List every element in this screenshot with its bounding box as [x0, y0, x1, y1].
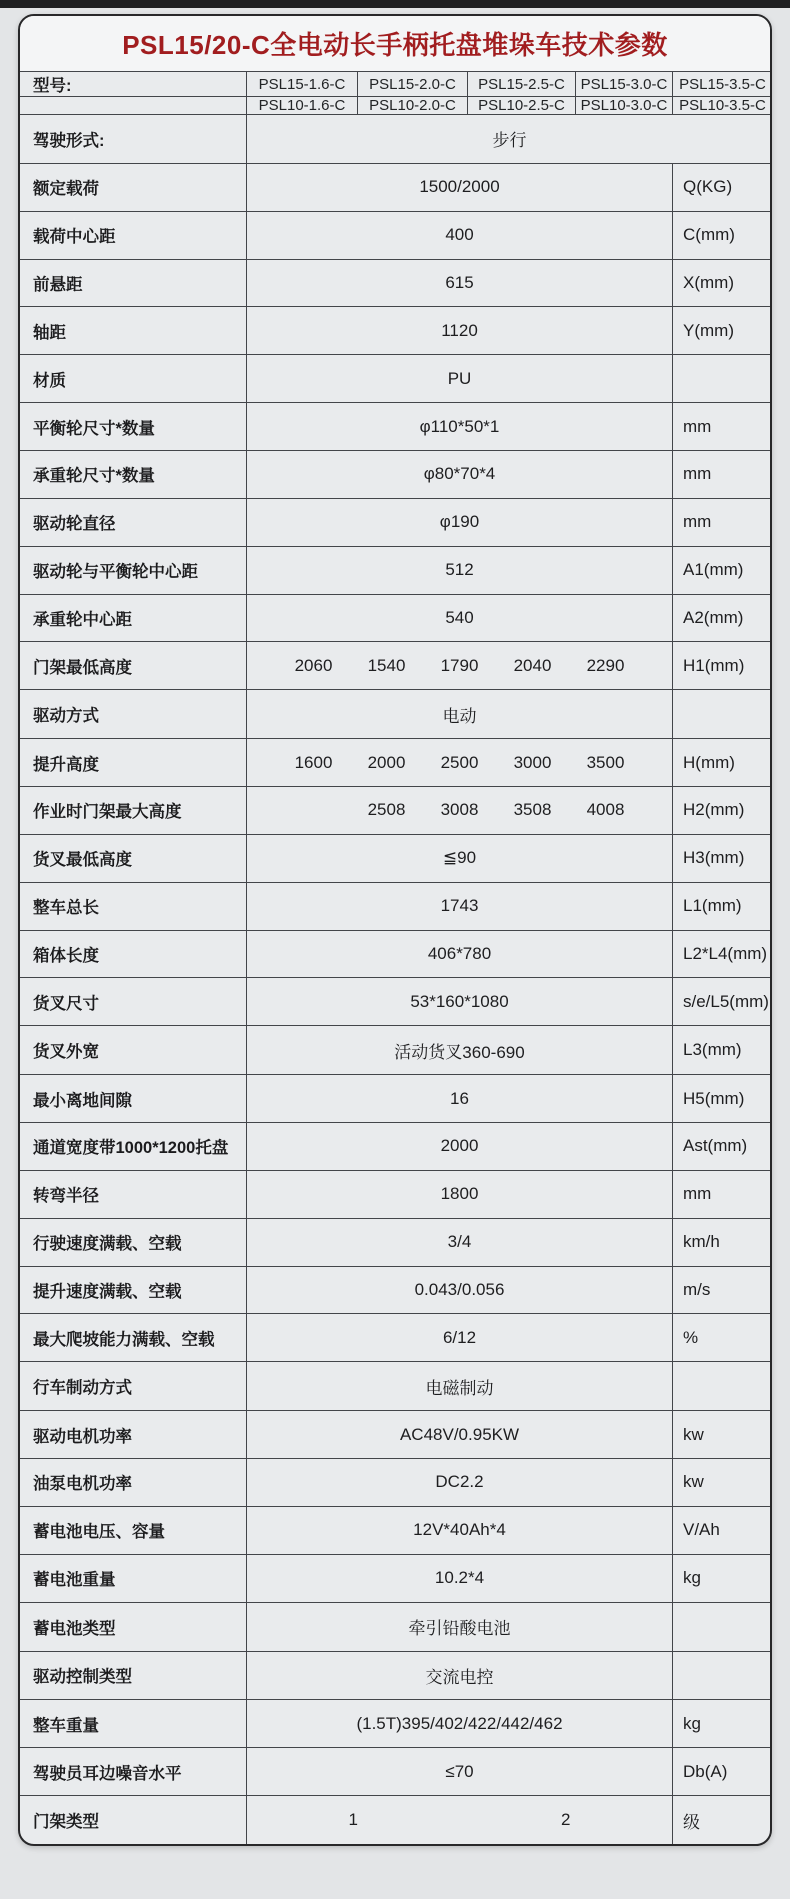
- spec-value: 电磁制动: [247, 1362, 673, 1410]
- model-cell: PSL15-3.0-C: [576, 72, 673, 96]
- model-cell: PSL10-1.6-C: [247, 97, 358, 114]
- spec-unit: mm: [683, 416, 712, 436]
- spec-label: 驱动轮与平衡轮中心距: [20, 547, 247, 594]
- spec-label: 门架类型: [20, 1796, 247, 1844]
- spec-value: 400: [247, 212, 673, 259]
- model-cell: PSL10-3.5-C: [679, 97, 766, 114]
- spec-label: 蓄电池重量: [20, 1555, 247, 1602]
- spec-row: [20, 1506, 770, 1554]
- spec-value: 512: [247, 547, 673, 594]
- model-cell: PSL10-2.5-C: [468, 97, 576, 114]
- spec-value: 活动货叉360-690: [247, 1026, 673, 1074]
- spec-label: 作业时门架最大高度: [20, 787, 247, 834]
- spec-row: [20, 1122, 770, 1170]
- spec-row: [20, 402, 770, 450]
- spec-value: (1.5T)395/402/422/442/462: [247, 1700, 673, 1747]
- spec-value: 53*160*1080: [247, 978, 673, 1025]
- model-cell: PSL15-3.5-C: [679, 75, 766, 93]
- spec-row: [20, 930, 770, 978]
- spec-row: [20, 834, 770, 882]
- spec-row: [20, 1170, 770, 1218]
- spec-label: 前悬距: [20, 260, 247, 307]
- spec-unit: Y(mm): [683, 320, 734, 340]
- spec-label: 驱动控制类型: [20, 1652, 247, 1700]
- value-slot: 2000: [367, 752, 406, 772]
- spec-unit: mm: [683, 512, 712, 532]
- spec-row: [20, 977, 770, 1025]
- spec-label: 额定载荷: [20, 164, 247, 211]
- spec-unit: m/s: [683, 1280, 711, 1300]
- model-cell: PSL15-1.6-C: [247, 72, 358, 96]
- spec-unit: [673, 1362, 770, 1410]
- spec-label: 驾驶形式:: [20, 115, 247, 163]
- spec-unit: 级: [683, 1812, 700, 1832]
- model-section: [20, 71, 770, 114]
- spec-unit: X(mm): [683, 273, 734, 292]
- spec-label: 货叉外宽: [20, 1026, 247, 1074]
- spec-value: 406*780: [247, 931, 673, 978]
- spec-value: 615: [247, 260, 673, 307]
- spec-value: [247, 739, 673, 786]
- spec-label: 提升速度满载、空载: [20, 1267, 247, 1314]
- spec-table: [18, 14, 772, 1846]
- spec-row: [20, 1747, 770, 1795]
- spec-label: 载荷中心距: [20, 212, 247, 259]
- spec-unit: L1(mm): [683, 896, 742, 916]
- spec-unit: [673, 355, 770, 402]
- spec-row: [20, 546, 770, 594]
- spec-value: 540: [247, 595, 673, 642]
- spec-value: 10.2*4: [247, 1555, 673, 1602]
- model-cell: PSL10-3.0-C: [576, 97, 673, 114]
- model-cell: PSL15-2.0-C: [358, 72, 468, 96]
- spec-value: 2000: [247, 1123, 673, 1170]
- value-slot: 3008: [440, 800, 479, 820]
- spec-label: 整车总长: [20, 883, 247, 930]
- spec-label: 最小离地间隙: [20, 1075, 247, 1122]
- spec-unit: [673, 1652, 770, 1700]
- spec-row: [20, 354, 770, 402]
- spec-label: 行车制动方式: [20, 1362, 247, 1410]
- value-slot: 2060: [294, 655, 333, 675]
- spec-row: [20, 211, 770, 259]
- spec-label: 承重轮尺寸*数量: [20, 451, 247, 498]
- spec-value: [247, 642, 673, 689]
- spec-value: 步行: [492, 131, 527, 151]
- spec-label: 箱体长度: [20, 931, 247, 978]
- spec-unit: H(mm): [683, 752, 735, 772]
- spec-row: [20, 1410, 770, 1458]
- spec-value: 6/12: [247, 1314, 673, 1361]
- value-slot: 1540: [367, 655, 406, 675]
- spec-label: 平衡轮尺寸*数量: [20, 403, 247, 450]
- spec-value: φ80*70*4: [247, 451, 673, 498]
- spec-label: 驱动轮直径: [20, 499, 247, 546]
- spec-row: [20, 882, 770, 930]
- spec-unit: [673, 690, 770, 738]
- model-cell: PSL10-2.0-C: [358, 97, 468, 114]
- spec-label: 货叉最低高度: [20, 835, 247, 882]
- spec-label: 轴距: [20, 307, 247, 354]
- spec-rows-section: [20, 114, 770, 1844]
- spec-label: 油泵电机功率: [20, 1459, 247, 1506]
- spec-unit: Q(KG): [683, 177, 733, 197]
- spec-unit: mm: [683, 464, 712, 484]
- spec-unit: Db(A): [683, 1761, 728, 1781]
- spec-unit: km/h: [683, 1232, 720, 1252]
- spec-label: 通道宽度带1000*1200托盘: [20, 1123, 247, 1170]
- value-slot: 2290: [586, 655, 625, 675]
- spec-value: 1800: [247, 1171, 673, 1218]
- spec-label: 行驶速度满载、空载: [20, 1219, 247, 1266]
- spec-row: [20, 1025, 770, 1074]
- model-row: [20, 96, 770, 114]
- spec-row: [20, 1458, 770, 1506]
- spec-label: 整车重量: [20, 1700, 247, 1747]
- spec-row: [20, 641, 770, 689]
- spec-label: 材质: [20, 355, 247, 402]
- spec-label: 驱动方式: [20, 690, 247, 738]
- spec-value: φ110*50*1: [247, 403, 673, 450]
- spec-value: 12V*40Ah*4: [247, 1507, 673, 1554]
- spec-label: 蓄电池电压、容量: [20, 1507, 247, 1554]
- spec-label: 提升高度: [20, 739, 247, 786]
- spec-value: 1743: [247, 883, 673, 930]
- spec-label: 门架最低高度: [20, 642, 247, 689]
- spec-row: [20, 1313, 770, 1361]
- spec-label: 驾驶员耳边噪音水平: [20, 1748, 247, 1795]
- model-row: [20, 71, 770, 96]
- spec-value: PU: [247, 355, 673, 402]
- spec-row: [20, 1651, 770, 1700]
- spec-row: [20, 1554, 770, 1602]
- spec-label: 承重轮中心距: [20, 595, 247, 642]
- spec-value: 交流电控: [247, 1652, 673, 1700]
- spec-unit: L2*L4(mm): [683, 944, 768, 964]
- spec-unit: H1(mm): [683, 655, 745, 675]
- spec-row: [20, 450, 770, 498]
- spec-row: [20, 1074, 770, 1122]
- spec-unit: Ast(mm): [683, 1136, 748, 1156]
- top-accent-bar: [0, 0, 790, 8]
- spec-unit: s/e/L5(mm): [683, 991, 769, 1011]
- spec-label: 驱动电机功率: [20, 1411, 247, 1458]
- spec-unit: L3(mm): [683, 1040, 742, 1060]
- spec-row: [20, 259, 770, 307]
- spec-value: 电动: [247, 690, 673, 738]
- spec-unit: kg: [683, 1568, 701, 1588]
- spec-row: [20, 786, 770, 834]
- spec-row: [20, 1218, 770, 1266]
- spec-value: ≦90: [247, 835, 673, 882]
- spec-value: 牵引铅酸电池: [247, 1603, 673, 1651]
- spec-row: [20, 1795, 770, 1844]
- spec-label: 蓄电池类型: [20, 1603, 247, 1651]
- value-slot: 2: [561, 1810, 571, 1829]
- value-slot: 1600: [294, 752, 333, 772]
- spec-label: 货叉尺寸: [20, 978, 247, 1025]
- spec-value: [247, 787, 673, 834]
- spec-row: [20, 306, 770, 354]
- spec-unit: A2(mm): [683, 608, 744, 628]
- model-cell: PSL15-2.5-C: [468, 72, 576, 96]
- model-label: 型号:: [20, 72, 247, 96]
- value-slot: 2040: [513, 655, 552, 675]
- spec-row: [20, 1361, 770, 1410]
- spec-row: [20, 594, 770, 642]
- spec-unit: A1(mm): [683, 560, 744, 580]
- spec-row: [20, 498, 770, 546]
- page-title: PSL15/20-C全电动长手柄托盘堆垛车技术参数: [122, 30, 668, 60]
- spec-row: [20, 738, 770, 786]
- spec-value: [247, 1796, 673, 1844]
- spec-row: [20, 163, 770, 211]
- spec-unit: kw: [683, 1472, 704, 1492]
- title-row: [20, 16, 770, 71]
- spec-unit: V/Ah: [683, 1520, 720, 1540]
- value-slot: 2500: [440, 752, 479, 772]
- spec-value: φ190: [247, 499, 673, 546]
- spec-row: [20, 114, 770, 163]
- spec-value: 1500/2000: [247, 164, 673, 211]
- value-slot: 3000: [513, 752, 552, 772]
- value-slot: 4008: [586, 800, 625, 820]
- spec-value: 1120: [247, 307, 673, 354]
- spec-row: [20, 1602, 770, 1651]
- spec-value: DC2.2: [247, 1459, 673, 1506]
- spec-row: [20, 1699, 770, 1747]
- value-slot: 1790: [440, 655, 479, 675]
- spec-value: ≤70: [247, 1748, 673, 1795]
- value-slot: 1: [348, 1810, 358, 1829]
- spec-value: AC48V/0.95KW: [247, 1411, 673, 1458]
- spec-value: 16: [247, 1075, 673, 1122]
- spec-unit: C(mm): [683, 225, 735, 245]
- spec-unit: H3(mm): [683, 848, 745, 868]
- spec-label: 最大爬坡能力满载、空载: [20, 1314, 247, 1361]
- spec-unit: [673, 1603, 770, 1651]
- spec-unit: kw: [683, 1424, 704, 1444]
- spec-row: [20, 1266, 770, 1314]
- spec-label: 转弯半径: [20, 1171, 247, 1218]
- value-slot: 3500: [586, 752, 625, 772]
- model-label: [20, 97, 247, 114]
- spec-unit: H2(mm): [683, 800, 745, 820]
- value-slot: 3508: [513, 800, 552, 820]
- spec-unit: H5(mm): [683, 1088, 745, 1108]
- spec-row: [20, 689, 770, 738]
- spec-unit: %: [683, 1327, 699, 1347]
- spec-unit: kg: [683, 1713, 701, 1733]
- spec-value: 0.043/0.056: [247, 1267, 673, 1314]
- spec-value: 3/4: [247, 1219, 673, 1266]
- spec-unit: mm: [683, 1184, 712, 1204]
- value-slot: 2508: [367, 800, 406, 820]
